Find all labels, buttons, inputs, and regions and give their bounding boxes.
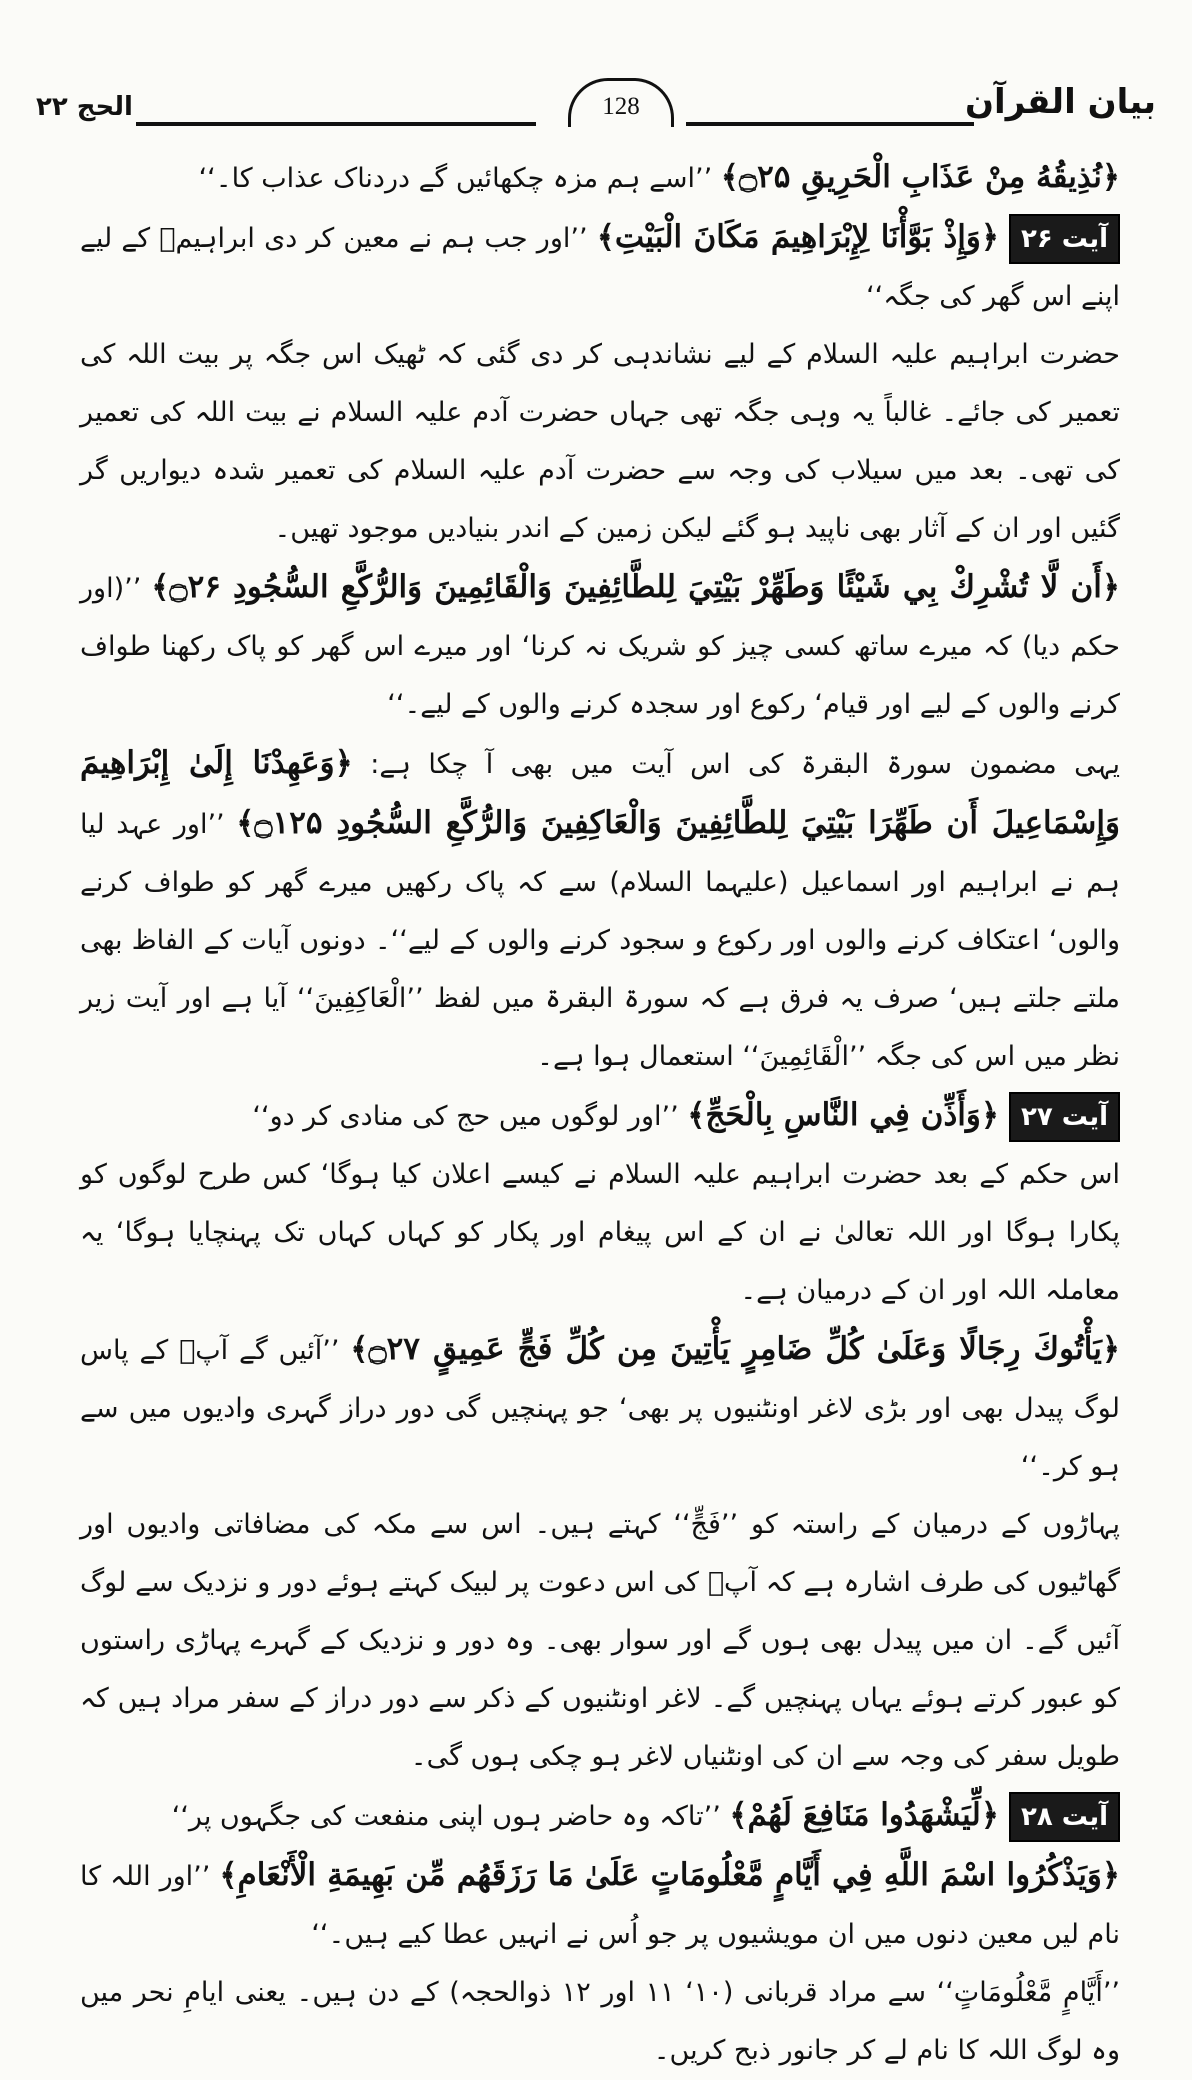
verse-26-continued — [80, 558, 1120, 734]
ayah-label: آیت ۲۸ — [1009, 1792, 1120, 1842]
arabic-text: ﴿أَن لَّا تُشْرِكْ بِي شَيْئًا وَطَهِّرْ بَيْتِيَ لِلطَّائِفِينَ وَالْقَائِمِينَ وَالرُّكَّعِ السُّجُودِ ۝۲۶﴾ — [151, 569, 1120, 605]
ayah-label: آیت ۲۷ — [1009, 1092, 1120, 1142]
commentary-text: ’’أَيَّامٍ مَّعْلُومَاتٍ‘‘ سے مراد قربانی (۱۰‘ ۱۱ اور ۱۲ ذوالحجہ) کے دن ہیں۔ یعنی ایامِ نحر میں وہ لوگ اللہ کا نام لے کر جانور ذبح کریں۔ — [80, 1977, 1120, 2066]
commentary-paragraph — [80, 1964, 1120, 2080]
commentary-paragraph — [80, 1146, 1120, 1320]
urdu-translation: ’’اور لوگوں میں حج کی منادی کر دو‘‘ — [252, 1101, 688, 1132]
commentary-text: حضرت ابراہیم علیہ السلام کے لیے نشاندہی کر دی گئی کہ ٹھیک اس جگہ پر بیت اللہ کی تعمیر کی جائے۔ غالباً یہ وہی جگہ تھی جہاں حضرت آدم علیہ السلام نے بیت اللہ کی تعمیر کی تھی۔ بعد میں سیلاب کی وجہ سے حضرت آدم علیہ السلام کی تعمیر شدہ دیواریں گر گئیں اور ان کے آثار بھی ناپید ہو گئے لیکن زمین کے اندر بنیادیں موجود تھیں۔ — [80, 339, 1120, 544]
page-header — [36, 78, 1156, 138]
urdu-translation: ’’اسے ہم مزہ چکھائیں گے دردناک عذاب کا۔‘‘ — [198, 163, 721, 194]
page-body — [80, 148, 1120, 2080]
ayah-label: آیت ۲۶ — [1009, 214, 1120, 264]
urdu-translation: ’’آئیں گے آپؑ کے پاس لوگ پیدل بھی اور بڑی لاغر اونٹنیوں پر بھی‘ جو پہنچیں گی دور دراز گہری وادیوں میں سے ہو کر۔‘‘ — [80, 1335, 1120, 1482]
urdu-translation: ’’اور جب ہم نے معین کر دی ابراہیمؑ کے لیے اپنے اس گھر کی جگہ‘‘ — [80, 223, 1120, 312]
urdu-translation: ’’اور اللہ کا نام لیں معین دنوں میں ان مویشیوں پر جو اُس نے انہیں عطا کیے ہیں۔‘‘ — [80, 1861, 1120, 1950]
arabic-text: ﴿وَإِذْ بَوَّأْنَا لِإِبْرَاهِيمَ مَكَانَ الْبَيْتِ﴾ — [596, 219, 999, 255]
commentary-text: یہی مضمون سورۃ البقرۃ کی اس آیت میں بھی آ چکا ہے: — [352, 749, 1120, 780]
urdu-translation: ’’(اور حکم دیا) کہ میرے ساتھ کسی چیز کو شریک نہ کرنا‘ اور میرے اس گھر کو پاک رکھنا طواف کرنے والوں کے لیے اور قیام‘ رکوع اور سجدہ کرنے والوں کے لیے۔‘‘ — [80, 573, 1120, 720]
urdu-translation: ’’تاکہ وہ حاضر ہوں اپنی منفعت کی جگہوں پر‘‘ — [171, 1801, 730, 1832]
commentary-paragraph — [80, 326, 1120, 558]
verse-27 — [80, 1086, 1120, 1146]
arabic-text: ﴿لِّيَشْهَدُوا مَنَافِعَ لَهُمْ﴾ — [729, 1797, 999, 1833]
verse-28 — [80, 1786, 1120, 1846]
verse-27-continued — [80, 1320, 1120, 1496]
verse-26 — [80, 208, 1120, 326]
arabic-text: ﴿وَيَذْكُرُوا اسْمَ اللَّهِ فِي أَيَّامٍ مَّعْلُومَاتٍ عَلَىٰ مَا رَزَقَهُم مِّن بَهِيمَةِ الْأَنْعَامِ﴾ — [219, 1857, 1120, 1893]
verse-25-end — [80, 148, 1120, 208]
header-rule-right — [686, 122, 974, 126]
arabic-text: ﴿نُذِيقُهُ مِنْ عَذَابِ الْحَرِيقِ ۝۲۵﴾ — [720, 159, 1120, 195]
commentary-text-continued: ’’اور عہد لیا ہم نے ابراہیم اور اسماعیل (علیہما السلام) سے کہ پاک رکھیں میرے گھر کو طواف کرنے والوں‘ اعتکاف کرنے والوں اور رکوع و سجود کرنے والوں کے لیے‘‘۔ دونوں آیات کے الفاظ بھی ملتے جلتے ہیں‘ صرف یہ فرق ہے کہ سورۃ البقرۃ میں لفظ ’’الْعَاكِفِينَ‘‘ آیا ہے اور آیت زیر نظر میں اس کی جگہ ’’الْقَائِمِينَ‘‘ استعمال ہوا ہے۔ — [80, 809, 1120, 1072]
commentary-text: پہاڑوں کے درمیان کے راستہ کو ’’فَجٍّ‘‘ کہتے ہیں۔ اس سے مکہ کی مضافاتی وادیوں اور گھاٹیوں کی طرف اشارہ ہے کہ آپؑ کی اس دعوت پر لبیک کہتے ہوئے دور و نزدیک سے لوگ آئیں گے۔ ان میں پیدل بھی ہوں گے اور سوار بھی۔ وہ دور و نزدیک کے گہرے پہاڑی راستوں کو عبور کرتے ہوئے یہاں پہنچیں گے۔ لاغر اونٹنیوں کے ذکر سے دور دراز کے سفر مراد ہیں کہ طویل سفر کی وجہ سے ان کی اونٹنیاں لاغر ہو چکی ہوں گی۔ — [80, 1509, 1120, 1772]
book-title: بیان القرآن — [965, 82, 1156, 122]
arabic-text: ﴿يَأْتُوكَ رِجَالًا وَعَلَىٰ كُلِّ ضَامِرٍ يَأْتِينَ مِن كُلِّ فَجٍّ عَمِيقٍ ۝۲۷﴾ — [350, 1331, 1120, 1367]
arabic-quote: ﴿وَعَهِدْنَا إِلَىٰ إِبْرَاهِيمَ وَإِسْمَاعِيلَ أَن طَهِّرَا بَيْتِيَ لِلطَّائِفِينَ وَالْعَاكِفِينَ وَالرُّكَّعِ السُّجُودِ ۝۱۲۵﴾ — [80, 745, 1120, 841]
commentary-paragraph — [80, 734, 1120, 1086]
commentary-text: اس حکم کے بعد حضرت ابراہیم علیہ السلام نے کیسے اعلان کیا ہوگا‘ کس طرح لوگوں کو پکارا ہوگا اور اللہ تعالیٰ نے ان کے اس پیغام اور پکار کو کہاں کہاں تک پہنچایا ہوگا‘ یہ معاملہ اللہ اور ان کے درمیان ہے۔ — [80, 1159, 1120, 1306]
verse-28-continued — [80, 1846, 1120, 1964]
header-rule-left — [136, 122, 536, 126]
commentary-paragraph — [80, 1496, 1120, 1786]
surah-name: الحج ۲۲ — [36, 92, 133, 122]
arabic-text: ﴿وَأَذِّن فِي النَّاسِ بِالْحَجِّ﴾ — [687, 1097, 999, 1133]
page-number: 128 — [568, 78, 674, 127]
